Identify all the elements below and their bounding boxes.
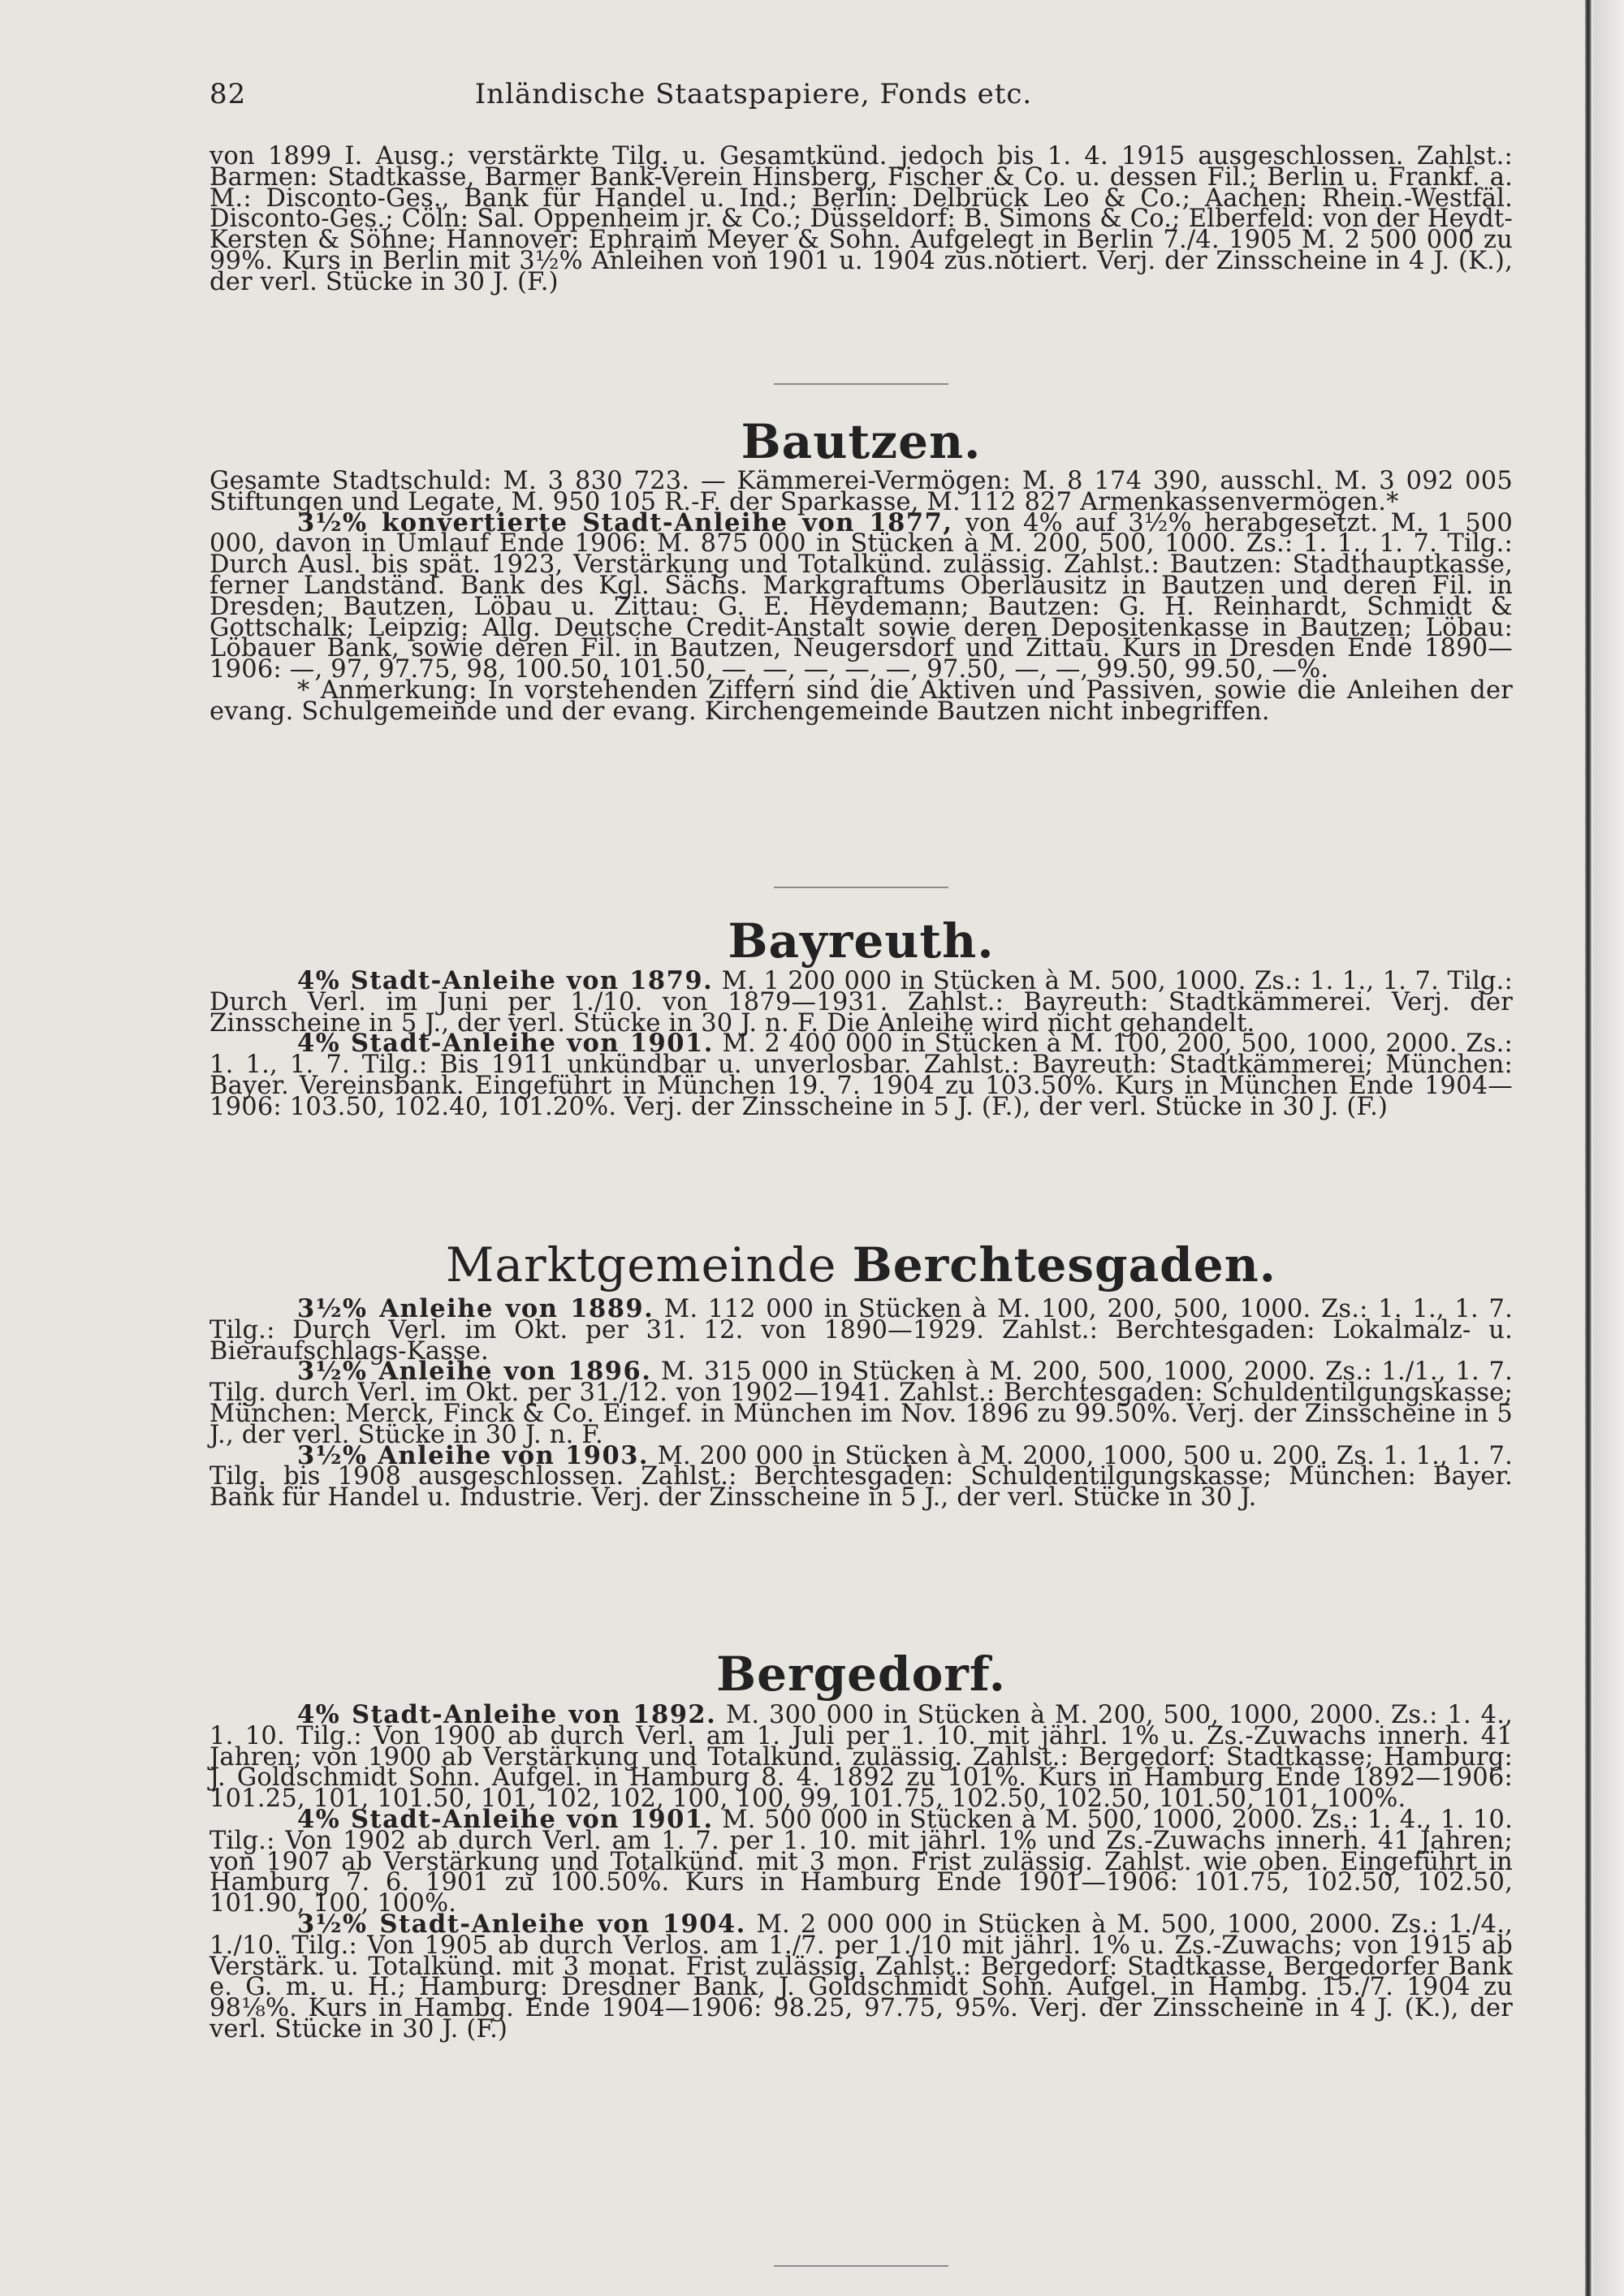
note-text: * Anmerkung: In vorstehenden Ziffern sind die Aktiven und Passiven, sowie die Anleihen der evang. Schulgemeinde und der evang. Kirchengemeinde Bautzen nicht inbegriffen. bbox=[209, 675, 1513, 726]
bautzen-intro: Gesamte Stadtschuld: M. 3 830 723. — Kämmerei-Vermögen: M. 8 174 390, ausschl. M. 3 092 005 Stiftungen und Legate, M. 950 105 R.-F. der Sparkasse, M. 112 827 Armenkassenvermögen.* bbox=[209, 467, 1513, 516]
loan-title: 3½% Stadt-Anleihe von 1904. bbox=[297, 1909, 746, 1939]
separator-rule bbox=[774, 2265, 948, 2267]
loan-text: M. 1 200 000 in Stücken à M. 500, 1000. Zs.: 1. 1., 1. 7. Tilg.: Durch Verl. im Juni per 1./10. von 1879—1931. Zahlst.: Bayreuth: Stadtkämmerei. Verj. der Zinsscheine in 5 J., der verl. Stücke in 30 J. n. F. Die Anleihe wird nicht gehandelt. bbox=[209, 967, 1513, 1038]
loan-text: M. 315 000 in Stücken à M. 200, 500, 1000, 2000. Zs.: 1./1., 1. 7. Tilg. durch Verl. im Okt. per 31./12. von 1902—1941. Zahlst.: Berchtesgaden: Schuldentilgungskasse; München: Merck, Finck & Co. Eingef. in München im Nov. 1896 zu 99.50%. Verj. der Zinsscheine in 5 J., der verl. Stücke in 30 J. n. F. bbox=[209, 1357, 1513, 1449]
heading-text: Bautzen. bbox=[741, 414, 982, 469]
bayreuth-section bbox=[209, 966, 1513, 1121]
loan-text: M. 300 000 in Stücken à M. 200, 500, 1000, 2000. Zs.: 1. 4., 1. 10. Tilg.: Von 1900 ab durch Verl. am 1. Juli per 1. 10. mit jährl. 1% u. Zs.-Zuwachs innerh. 41 Jahren; von 1900 ab Verstärkung und Totalkünd. zulässig. Zahlst.: Bergedorf: Stadtkasse; Hamburg: J. Goldschmidt Sohn. Aufgel. in Hamburg 8. 4. 1892 zu 101%. Kurs in Hamburg Ende 1892—1906: 101.25, 101, 101.50, 101, 102, 102, 100, 100, 99, 101.75, 102.50, 102.50, 101.50, 101, 100%. bbox=[209, 1701, 1513, 1814]
loan-title: 4% Stadt-Anleihe von 1879. bbox=[297, 966, 714, 995]
separator-rule bbox=[774, 383, 948, 385]
loan-title: 3½% konvertierte Stadt-Anleihe von 1877, bbox=[297, 507, 953, 537]
bergedorf-loan-1904 bbox=[209, 1909, 1513, 2044]
section-heading-berchtesgaden bbox=[209, 1237, 1513, 1293]
loan-text: M. 2 000 000 in Stücken à M. 500, 1000, 2000. Zs.: 1./4., 1./10. Tilg.: Von 1905 ab durch Verlos. am 1./7. per 1./10 mit jährl. 1% u. Zs.-Zuwachs; von 1915 ab Verstärk. u. Totalkünd. mit 3 monat. Frist zulässig. Zahlst.: Bergedorf: Stadtkasse, Bergedorfer Bank e. G. m. u. H.; Hamburg: Dresdner Bank, J. Goldschmidt Sohn. Aufgel. in Hambg. 15./7. 1904 zu 98⅛%. Kurs in Hambg. Ende 1904—1906: 98.25, 97.75, 95%. Verj. der Zinsscheine in 4 J. (K.), der verl. Stücke in 30 J. (F.) bbox=[209, 1910, 1513, 2044]
berchtesgaden-section bbox=[209, 1294, 1513, 1513]
separator-rule bbox=[774, 887, 948, 888]
heading-prefix: Marktgemeinde bbox=[446, 1237, 837, 1293]
bergedorf-section bbox=[209, 1700, 1513, 2044]
bayreuth-loan-1901 bbox=[209, 1029, 1513, 1121]
bergedorf-loan-1892 bbox=[209, 1700, 1513, 1814]
loan-text: M. 500 000 in Stücken à M. 500, 1000, 2000. Zs.: 1. 4., 1. 10. Tilg.: Von 1902 ab durch Verl. am 1. 7. per 1. 10. mit jährl. 1% und Zs.-Zuwachs innerh. 41 Jahren; von 1907 ab Verstärkung und Totalkünd. mit 3 mon. Frist zulässig. Zahlst. wie oben. Eingeführt in Hamburg 7. 6. 1901 zu 100.50%. Kurs in Hamburg Ende 1901—1906: 101.75, 102.50, 102.50, 101.90, 100, 100%. bbox=[209, 1805, 1513, 1918]
intro-text: von 1899 I. Ausg.; verstärkte Tilg. u. Gesamtkünd. jedoch bis 1. 4. 1915 ausgeschlossen. Zahlst.: Barmen: Stadtkasse, Barmer Bank-Verein Hinsberg, Fischer & Co. u. dessen Fil.; Berlin u. Frankf. a. M.: Disconto-Ges., Bank für Handel u. Ind.; Berlin: Delbrück Leo & Co.; Aachen: Rhein.-Westfäl. Disconto-Ges.; Cöln: Sal. Oppenheim jr. & Co.; Düsseldorf: B. Simons & Co.; Elberfeld: von der Heydt-Kersten & Söhne; Hannover: Ephraim Meyer & Sohn. Aufgelegt in Berlin 7./4. 1905 M. 2 500 000 zu 99%. Kurs in Berlin mit 3½% Anleihen von 1901 u. 1904 zus.notiert. Verj. der Zinsscheine in 4 J. (K.), der verl. Stücke in 30 J. (F.) bbox=[209, 142, 1513, 296]
bautzen-note bbox=[209, 675, 1513, 726]
loan-title: 3½% Anleihe von 1896. bbox=[297, 1357, 652, 1387]
bautzen-section bbox=[209, 467, 1514, 726]
heading-text: Bayreuth. bbox=[728, 913, 995, 969]
loan-text: M. 200 000 in Stücken à M. 2000, 1000, 500 u. 200. Zs. 1. 1., 1. 7. Tilg. bis 1908 ausgeschlossen. Zahlst.: Berchtesgaden: Schuldentilgungskasse; München: Bayer. Bank für Handel u. Industrie. Verj. der Zinsscheine in 5 J., der verl. Stücke in 30 J. bbox=[209, 1441, 1513, 1513]
section-heading-bayreuth bbox=[209, 913, 1513, 969]
loan-title: 3½% Anleihe von 1889. bbox=[297, 1294, 654, 1323]
loan-title: 4% Stadt-Anleihe von 1892. bbox=[297, 1700, 717, 1729]
bergedorf-loan-1901 bbox=[209, 1804, 1513, 1918]
berchtesgaden-loan-1896 bbox=[209, 1357, 1513, 1449]
berchtesgaden-loan-1903 bbox=[209, 1440, 1513, 1513]
intro-paragraph bbox=[209, 142, 1513, 296]
loan-title: 4% Stadt-Anleihe von 1901. bbox=[297, 1029, 714, 1059]
loan-text: M. 112 000 in Stücken à M. 100, 200, 500, 1000. Zs.: 1. 1., 1. 7. Tilg.: Durch Verl. im Okt. per 31. 12. von 1890—1929. Zahlst.: Berchtesgaden: Lokalmalz- u. Bieraufschlags-Kasse. bbox=[209, 1295, 1513, 1366]
bautzen-loan bbox=[209, 507, 1514, 684]
section-heading-bergedorf bbox=[209, 1646, 1513, 1702]
berchtesgaden-loan-1889 bbox=[209, 1294, 1513, 1366]
loan-title: 3½% Anleihe von 1903. bbox=[297, 1440, 650, 1470]
loan-text: von 4% auf 3½% herabgesetzt. M. 1 500 000, davon in Umlauf Ende 1906: M. 875 000 in Stücken à M. 200, 500, 1000. Zs.: 1. 1., 1. 7. Tilg.: Durch Ausl. bis spät. 1923, Verstärkung und Totalkünd. zulässig. Zahlst.: Bautzen: Stadthauptkasse, ferner Landständ. Bank des Kgl. Sächs. Markgraftums Oberlausitz in Bautzen und deren Fil. in Dresden; Bautzen, Löbau u. Zittau: G. E. Heydemann; Bautzen: G. H. Reinhardt, Schmidt & Gottschalk; Leipzig: Allg. Deutsche Credit-Anstalt sowie deren Depositenkasse in Bautzen; Löbau: Löbauer Bank, sowie deren Fil. in Bautzen, Neugersdorf und Zittau. Kurs in Dresden Ende 1890—1906: —, 97, 97.75, 98, 100.50, 101.50, —, —, —, —, —, 97.50, —, —, 99.50, 99.50, —%. bbox=[209, 508, 1514, 684]
bayreuth-loan-1879 bbox=[209, 966, 1513, 1038]
page-number: 82 bbox=[209, 78, 247, 110]
running-title: Inländische Staatspapiere, Fonds etc. bbox=[474, 78, 1033, 110]
heading-text: Berchtesgaden. bbox=[852, 1237, 1276, 1293]
heading-text: Bergedorf. bbox=[716, 1646, 1006, 1702]
loan-text: M. 2 400 000 in Stücken à M. 100, 200, 500, 1000, 2000. Zs.: 1. 1., 1. 7. Tilg.: Bis 1911 unkündbar u. unverlosbar. Zahlst.: Bayreuth: Stadtkämmerei; München: Bayer. Vereinsbank. Eingeführt in München 19. 7. 1904 zu 103.50%. Kurs in München Ende 1904—1906: 103.50, 102.40, 101.20%. Verj. der Zinsscheine in 5 J. (F.), der verl. Stücke in 30 J. (F.) bbox=[209, 1029, 1513, 1121]
page-margin-right bbox=[1593, 0, 1624, 2296]
loan-title: 4% Stadt-Anleihe von 1901. bbox=[297, 1804, 714, 1834]
page-edge-shadow bbox=[1585, 0, 1592, 2296]
running-header bbox=[209, 78, 1513, 119]
section-heading-bautzen bbox=[209, 414, 1513, 469]
